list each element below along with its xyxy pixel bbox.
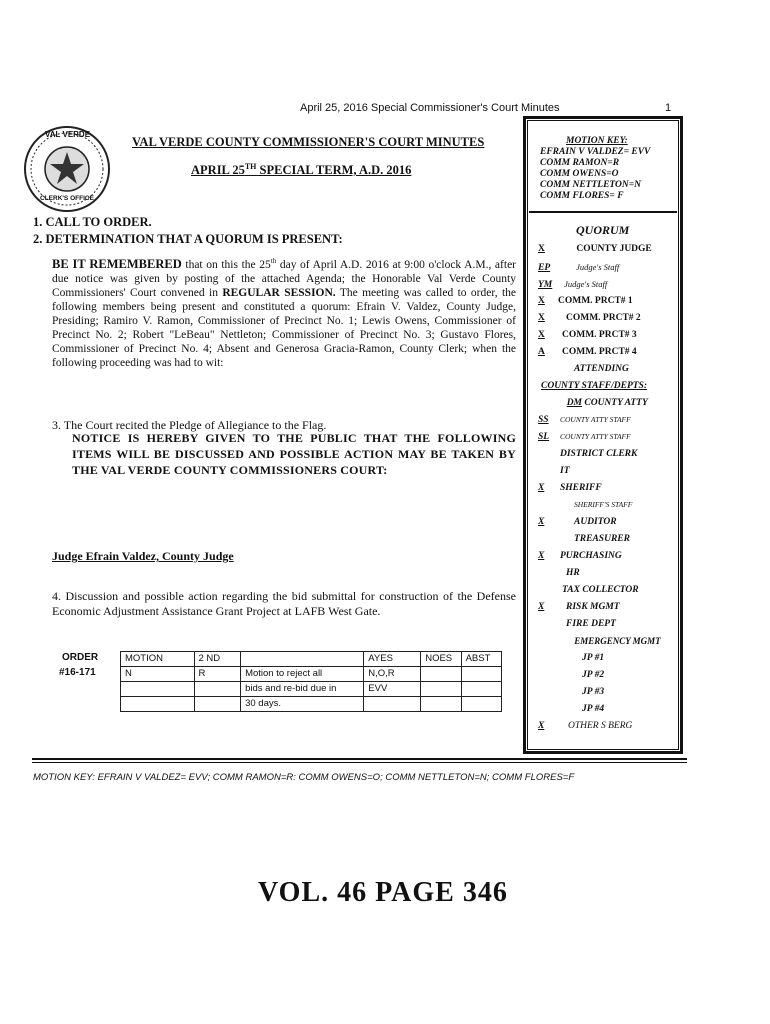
vote-row: N R Motion to reject all N,O,R xyxy=(121,667,502,682)
staff-row: JP #4 xyxy=(582,704,605,714)
staff-row: EMERGENCY MGMT xyxy=(574,636,661,646)
running-header xyxy=(300,102,670,114)
staff-row: X SHERIFF xyxy=(538,483,602,493)
remembered-paragraph: BE IT REMEMBERED that on this the 25th day of April A.D. 2016 at 9:00 o'clock A.M., after due notice was given by posting of the attached Agenda; the Honorable Val Verde County Commissioners' Court convened in REGULAR SESSION. The meeting was called to order, the following members being present and constituted a quorum: Efrain V. Valdez, County Judge, Presiding; Ramiro V. Ramon, Commissioner of Precinct No. 1; Lewis Owens, Commissioner of Precinct No. 2; Robert "LeBeau" Nettleton; Commissioner of Precinct No. 3; Gustavo Flores, Commissioner of Precinct No. 4; Absent and Generosa Gracia-Ramon, County Clerk; when the following proceeding was had to wit: xyxy=(52,256,516,369)
ayes-header: AYES xyxy=(364,652,421,667)
staff-row: SS COUNTY ATTY STAFF xyxy=(538,415,631,425)
public-notice: NOTICE IS HEREBY GIVEN TO THE PUBLIC THAT THE FOLLOWING ITEMS WILL BE DISCUSSED AND POSSIBLE ACTION MAY BE TAKEN BY THE VAL VERDE COUNTY COMMISSIONERS COURT: xyxy=(72,431,516,477)
item-call-to-order: 1. CALL TO ORDER. xyxy=(33,215,152,229)
staff-row: SHERIFF'S STAFF xyxy=(574,500,633,509)
motion-key-list: EFRAIN V VALDEZ= EVV COMM RAMON=R COMM OWENS=O COMM NETTLETON=N COMM FLORES= F xyxy=(540,147,651,201)
staff-row: JP #3 xyxy=(582,687,605,697)
staff-row: SL COUNTY ATTY STAFF xyxy=(538,432,631,442)
document-subtitle: APRIL 25TH SPECIAL TERM, A.D. 2016 xyxy=(191,162,412,178)
staff-row: IT xyxy=(560,466,570,476)
item-pledge: 3. The Court recited the Pledge of Allegiance to the Flag. xyxy=(52,418,327,432)
order-number: #16-171 xyxy=(59,667,96,678)
quorum-row: A COMM. PRCT# 4 xyxy=(538,347,637,357)
seal-top-text: VAL VERDE xyxy=(45,130,91,139)
staff-row: DM COUNTY ATTY xyxy=(566,398,648,408)
staff-row: X PURCHASING xyxy=(538,551,622,561)
vote-row: 30 days. xyxy=(121,697,502,712)
staff-row: HR xyxy=(566,568,580,578)
quorum-row: X COMM. PRCT# 3 xyxy=(538,330,637,340)
quorum-title: QUORUM xyxy=(576,223,630,237)
staff-row: JP #1 xyxy=(582,653,605,663)
item-bid-submittal: 4. Discussion and possible action regarding the bid submittal for construction of the Defense Economic Adjustment Assistance Grant Project at LAFB West Gate. xyxy=(52,589,516,618)
quorum-row: YM Judge's Staff xyxy=(538,279,608,290)
quorum-row: X COMM. PRCT# 1 xyxy=(538,296,633,306)
seal-bottom-text: CLERK'S OFFICE xyxy=(40,195,94,202)
order-label: ORDER xyxy=(62,652,99,663)
noes-header: NOES xyxy=(421,652,461,667)
staff-row: FIRE DEPT xyxy=(566,619,616,629)
staff-row: X AUDITOR xyxy=(538,517,617,527)
footer-motion-key: MOTION KEY: EFRAIN V VALDEZ= EVV; COMM RAMON=R: COMM OWENS=O; COMM NETTLETON=N; COMM FLORES=F xyxy=(33,772,575,783)
staff-row: JP #2 xyxy=(582,670,605,680)
staff-row: TREASURER xyxy=(574,534,630,544)
vote-row: bids and re-bid due in EVV xyxy=(121,682,502,697)
attending-title: ATTENDING xyxy=(574,364,629,374)
quorum-row: X COMM. PRCT# 2 xyxy=(538,313,641,323)
quorum-row: X COUNTY JUDGE xyxy=(538,244,652,254)
staff-title: COUNTY STAFF/DEPTS: xyxy=(541,381,648,391)
page-number: 1 xyxy=(665,102,672,114)
volume-page-stamp: VOL. 46 PAGE 346 xyxy=(258,877,508,908)
vote-table xyxy=(120,651,502,712)
staff-row: TAX COLLECTOR xyxy=(562,585,639,595)
second-header: 2 ND xyxy=(194,652,241,667)
sidebar-divider xyxy=(529,211,677,213)
staff-row: X OTHER S BERG xyxy=(538,721,633,731)
item-quorum: 2. DETERMINATION THAT A QUORUM IS PRESENT: xyxy=(33,232,343,246)
running-title: April 25, 2016 Special Commissioner's Court Minutes xyxy=(300,102,560,114)
staff-row: DISTRICT CLERK xyxy=(560,449,638,459)
divider-rule xyxy=(32,758,687,760)
document-title: VAL VERDE COUNTY COMMISSIONER'S COURT MINUTES xyxy=(132,135,485,149)
motion-header: MOTION xyxy=(121,652,195,667)
quorum-row: EP Judge's Staff xyxy=(538,262,620,273)
vote-header-row xyxy=(121,652,502,667)
staff-row: X RISK MGMT xyxy=(538,602,620,612)
abst-header: ABST xyxy=(461,652,501,667)
motion-key-title: MOTION KEY: xyxy=(566,136,628,146)
divider-rule xyxy=(32,762,687,763)
section-heading: Judge Efrain Valdez, County Judge xyxy=(52,549,234,563)
description-header xyxy=(241,652,364,667)
